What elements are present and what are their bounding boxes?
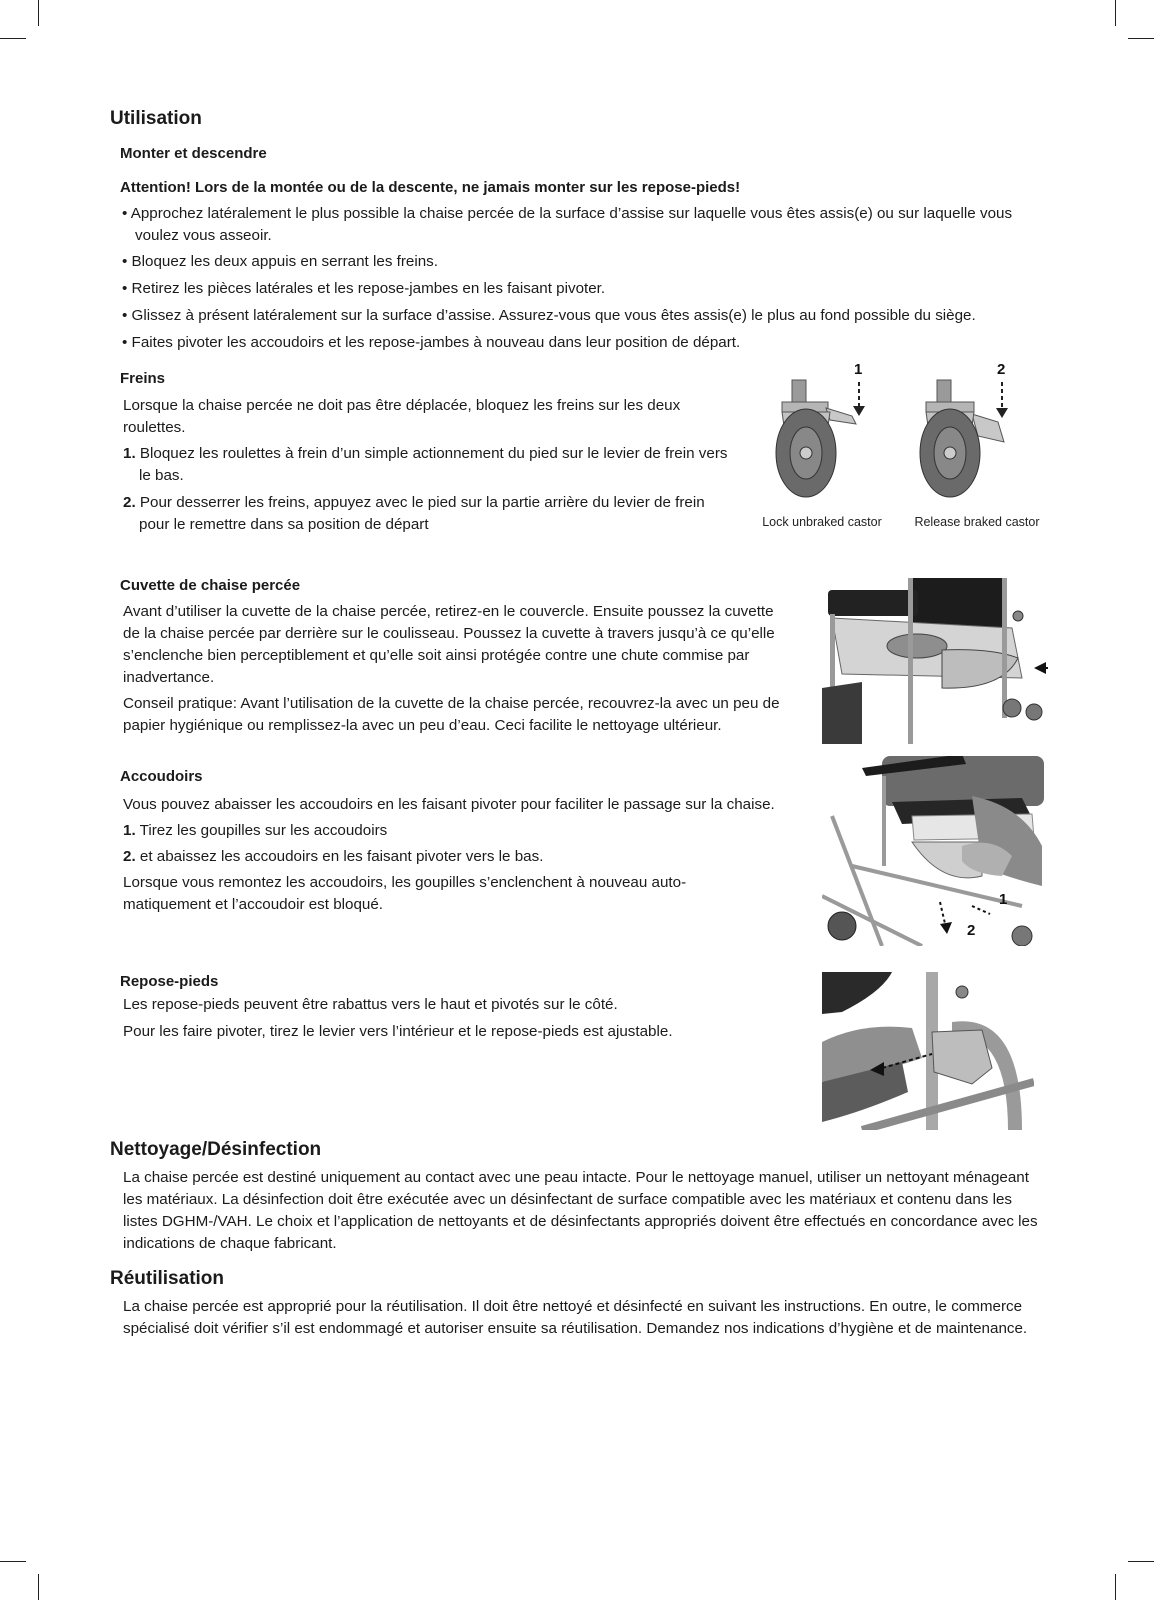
reutilisation-paragraph: La chaise percée est approprié pour la réutilisation. Il doit être nettoyé et désinfecté en suivant les instructions. En outre, le commerce spécialisé doit vérifier s’il est endommagé et autoriser ensuite sa réutilisation. Demandez nos indications d’hygiène et de maintenance. — [123, 1298, 1028, 1337]
armrest-callout-2: 2 — [967, 922, 976, 939]
freins-intro: Lorsque la chaise percée ne doit pas être déplacée, bloquez les freins sur les deux roulettes. — [123, 397, 681, 436]
cuvette-paragraph-1: Avant d’utiliser la cuvette de la chaise percée, retirez-en le couvercle. Ensuite poussez la cuvette de la chaise percée par derrière sur le coulisseau. Poussez la cuvette à travers jusqu’à ce qu’elle s’enclenche bien perceptiblement et qu’elle soit ainsi protégée contre une chute commise par inadvertance. — [123, 603, 775, 686]
footrest-photo — [822, 972, 1034, 1130]
step-number: 2. — [123, 848, 136, 865]
subsection-title-cuvette: Cuvette de chaise percée — [120, 577, 301, 594]
freins-step-2 — [123, 492, 739, 536]
step-number: 2. — [123, 494, 136, 511]
reposepieds-paragraph-2: Pour les faire pivoter, tirez le levier vers l’intérieur et le repose-pieds est ajustable. — [123, 1023, 673, 1040]
commode-bucket-photo — [822, 578, 1050, 744]
subsection-title-freins: Freins — [120, 370, 166, 387]
section-title-nettoyage: Nettoyage/Désinfection — [110, 1139, 322, 1160]
section-title-utilisation: Utilisation — [110, 108, 202, 129]
attention-warning: Attention! Lors de la montée ou de la descente, ne jamais monter sur les repose-pieds! — [120, 179, 741, 196]
step-text: Bloquez les roulettes à frein d’un simple actionnement du pied sur le levier de frein vers le bas. — [139, 445, 728, 484]
list-item: • Glissez à présent latéralement sur la surface d’assise. Assurez-vous que vous êtes assis(e) le plus au fond possible du siège. — [122, 307, 976, 324]
accoudoirs-intro: Vous pouvez abaisser les accoudoirs en les faisant pivoter pour faciliter le passage sur la chaise. — [123, 796, 775, 813]
step-number: 1. — [123, 822, 136, 839]
section-title-reutilisation: Réutilisation — [110, 1268, 225, 1289]
subsection-title-accoudoirs: Accoudoirs — [120, 768, 203, 785]
step-text: Tirez les goupilles sur les accoudoirs — [139, 822, 388, 839]
list-item: • Approchez latéralement le plus possible la chaise percée de la surface d’assise sur laquelle vous êtes assis(e) ou sur laquelle vous voulez vous asseoir. — [122, 205, 1013, 244]
castor-caption-2: Release braked castor — [914, 515, 1040, 529]
subsection-title-reposepieds: Repose-pieds — [120, 973, 219, 990]
cuvette-paragraph-2: Conseil pratique: Avant l’utilisation de la cuvette de la chaise percée, recouvrez-la avec un peu de papier hygiénique ou remplissez-la avec un peu d’eau. Ceci facilite le nettoyage ultérieur. — [123, 695, 780, 734]
armrest-callout-1: 1 — [999, 891, 1008, 908]
list-item: • Bloquez les deux appuis en serrant les freins. — [122, 253, 438, 270]
accoudoirs-step-2 — [123, 846, 543, 868]
castor-callout-2: 2 — [997, 361, 1006, 378]
castor-1 — [776, 380, 856, 497]
accoudoirs-step-1 — [123, 820, 387, 842]
step-text: et abaissez les accoudoirs en les faisant pivoter vers le bas. — [139, 848, 544, 865]
castor-caption-1: Lock unbraked castor — [762, 515, 882, 529]
castor-2 — [920, 380, 1004, 497]
step-number: 1. — [123, 445, 136, 462]
castor-illustration — [760, 378, 1050, 513]
reposepieds-paragraph-1: Les repose-pieds peuvent être rabattus vers le haut et pivotés sur le côté. — [123, 996, 618, 1013]
list-item: • Faites pivoter les accoudoirs et les repose-jambes à nouveau dans leur position de départ. — [122, 334, 741, 351]
freins-step-1 — [123, 443, 739, 487]
nettoyage-paragraph: La chaise percée est destiné uniquement au contact avec une peau intacte. Pour le nettoyage manuel, utiliser un nettoyant ménageant les matériaux. La désinfection doit être exécutée avec un désinfectant de surface compatible avec les matériaux et contenu dans les listes DGHM-/VAH. Le choix et l’application de nettoyants et de désinfectants appropriés doivent être effectués en concordance avec les indications de chaque fabricant. — [123, 1169, 1038, 1252]
list-item: • Retirez les pièces latérales et les repose-jambes en les faisant pivoter. — [122, 280, 606, 297]
subsection-title-monter: Monter et descendre — [120, 145, 267, 162]
armrest-photo — [822, 756, 1044, 946]
castor-callout-1: 1 — [854, 361, 863, 378]
step-text: Pour desserrer les freins, appuyez avec le pied sur la partie arrière du levier de frein pour le remettre dans sa position de départ — [139, 494, 705, 533]
accoudoirs-outro: Lorsque vous remontez les accoudoirs, les goupilles s’enclenchent à nouveau automatiquement et l’accoudoir est bloqué. — [123, 874, 687, 913]
